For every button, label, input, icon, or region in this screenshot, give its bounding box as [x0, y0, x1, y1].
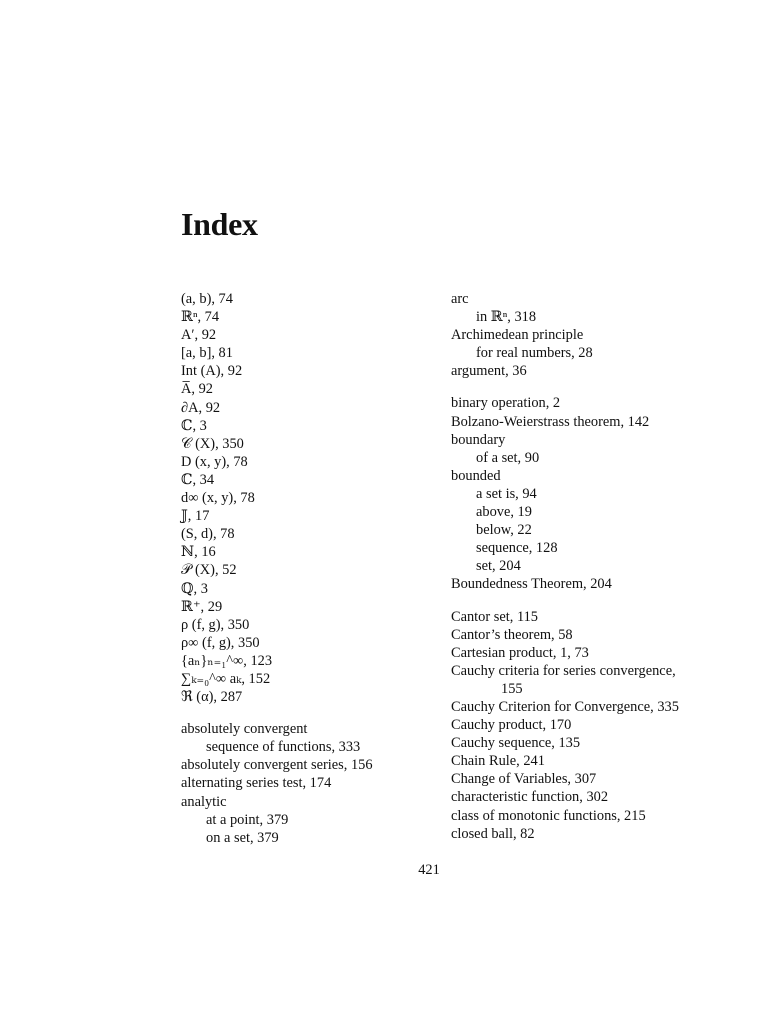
index-subentry: in ℝⁿ, 318: [476, 309, 537, 326]
index-section-gap: [451, 594, 751, 608]
index-subentry: on a set, 379: [206, 829, 279, 846]
index-entry: ρ (f, g), 350: [181, 616, 250, 633]
index-entry: Chain Rule, 241: [451, 753, 545, 770]
index-entry: Cantor set, 115: [451, 608, 538, 625]
index-entry: 𝕁, 17: [181, 508, 210, 525]
index-entry: ℝ⁺, 29: [181, 598, 223, 615]
index-subentry: above, 19: [476, 504, 532, 521]
index-entry: binary operation, 2: [451, 395, 561, 412]
index-entry: [a, b], 81: [181, 345, 233, 362]
index-entry: Cauchy sequence, 135: [451, 735, 581, 752]
index-entry: Cauchy criteria for series convergence,: [451, 662, 676, 679]
index-entry: Change of Variables, 307: [451, 771, 597, 788]
index-entry: class of monotonic functions, 215: [451, 807, 646, 824]
index-subentry: a set is, 94: [476, 485, 537, 502]
index-entry: ∑ₖ₌₀^∞ aₖ, 152: [181, 670, 271, 687]
index-entry: Cartesian product, 1, 73: [451, 644, 589, 661]
index-entry: Int (A), 92: [181, 363, 243, 380]
index-entry: absolutely convergent series, 156: [181, 757, 373, 774]
index-entry: D (x, y), 78: [181, 453, 248, 470]
index-entry: closed ball, 82: [451, 825, 535, 842]
index-entry: d∞ (x, y), 78: [181, 490, 255, 507]
index-section-gap: [181, 706, 451, 720]
index-column-right: [451, 290, 751, 843]
index-subentry: sequence, 128: [476, 540, 558, 557]
index-entry: alternating series test, 174: [181, 775, 332, 792]
index-entry: ℜ (α), 287: [181, 689, 243, 706]
index-subentry: 155: [501, 680, 523, 697]
index-entry: Cauchy product, 170: [451, 717, 572, 734]
index-entry: ρ∞ (f, g), 350: [181, 634, 260, 651]
index-entry: A′, 92: [181, 327, 217, 344]
index-subentry: set, 204: [476, 558, 521, 575]
index-entry: ∂A, 92: [181, 399, 221, 416]
index-entry: absolutely convergent: [181, 721, 308, 738]
index-entry: boundary: [451, 431, 506, 448]
index-subentry: at a point, 379: [206, 811, 289, 828]
index-entry: ℝⁿ, 74: [181, 309, 220, 326]
index-column-left: [181, 290, 451, 847]
index-subentry: sequence of functions, 333: [206, 739, 361, 756]
index-entry: A̅, 92: [181, 381, 213, 398]
index-entry: 𝒫 (X), 52: [181, 562, 237, 579]
index-entry: ℂ, 3: [181, 417, 207, 434]
index-entry: 𝒞 (X), 350: [181, 435, 244, 452]
index-entry: ℚ, 3: [181, 580, 208, 597]
index-subentry: for real numbers, 28: [476, 345, 593, 362]
index-entry: Archimedean principle: [451, 327, 584, 344]
index-entry: (a, b), 74: [181, 291, 233, 307]
index-entry: arc: [451, 291, 469, 307]
index-entry: analytic: [181, 793, 227, 810]
index-title: Index: [181, 206, 258, 242]
index-subentry: below, 22: [476, 522, 532, 539]
index-entry: ℂ, 34: [181, 471, 215, 488]
index-entry: characteristic function, 302: [451, 789, 609, 806]
index-entry: Cantor’s theorem, 58: [451, 626, 573, 643]
index-entry: Bolzano-Weierstrass theorem, 142: [451, 413, 650, 430]
index-entry: argument, 36: [451, 363, 527, 380]
index-entry: ℕ, 16: [181, 544, 216, 561]
index-entry: Boundedness Theorem, 204: [451, 576, 612, 593]
index-entry: bounded: [451, 467, 501, 484]
index-entry: (S, d), 78: [181, 526, 235, 543]
index-subentry: of a set, 90: [476, 449, 540, 466]
index-section-gap: [451, 380, 751, 394]
index-entry: Cauchy Criterion for Convergence, 335: [451, 698, 679, 715]
index-entry: {aₙ}ₙ₌₁^∞, 123: [181, 652, 273, 669]
page-number: 421: [418, 862, 440, 878]
